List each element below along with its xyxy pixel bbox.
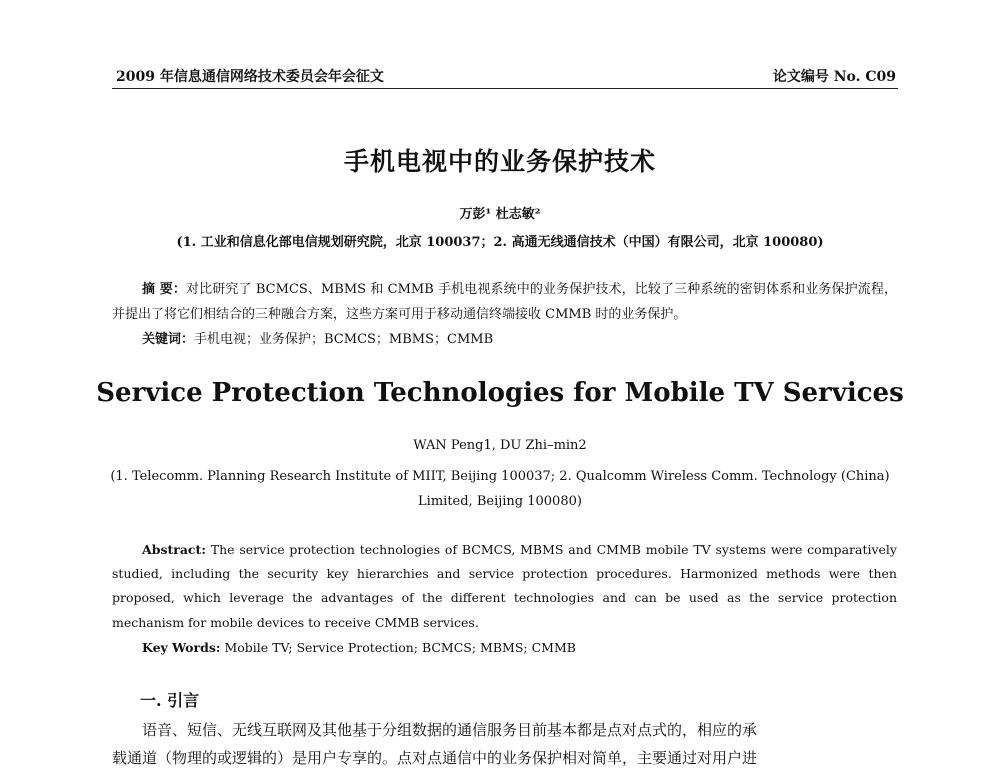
- authors-english: WAN Peng1, DU Zhi–min2: [413, 438, 587, 453]
- body-line: 语音、短信、无线互联网及其他基于分组数据的通信服务目前基本都是点对点式的，相应的承: [142, 721, 758, 739]
- keywords-chinese-label: 关键词：: [142, 332, 195, 347]
- affiliation-english: (1. Telecomm. Planning Research Institute of MIIT, Beijing 100037; 2. Qualcomm Wireless Comm. Technology (China) Limited, Beijing 100080): [110, 469, 890, 509]
- abstract-english-text: The service protection technologies of BCMCS, MBMS and CMMB mobile TV systems were comparatively studied, including the security key hierarchies and service protection procedures. Harmonized methods were then proposed, which leverage the advantages of the different technologies and can be used as the service protection mechanism for mobile devices to receive CMMB services.: [112, 542, 897, 630]
- abstract-english: [112, 538, 897, 635]
- abstract-chinese-label: 摘 要：: [142, 282, 186, 297]
- header-paper-number: 论文编号 No. C09: [772, 69, 896, 85]
- paper-title-english: Service Protection Technologies for Mobile TV Services: [96, 378, 904, 408]
- section-body-introduction: [112, 716, 897, 772]
- header-conference: 2009 年信息通信网络技术委员会年会征文: [116, 69, 384, 85]
- affiliation-chinese: (1. 工业和信息化部电信规划研究院，北京 100037；2. 高通无线通信技术（中国）有限公司，北京 100080): [176, 235, 824, 250]
- body-line: 载通道（物理的或逻辑的）是用户专享的。点对点通信中的业务保护相对简单，主要通过对用户进: [112, 749, 758, 767]
- authors-chinese: 万彭¹ 杜志敏²: [459, 207, 541, 222]
- keywords-chinese-text: 手机电视；业务保护；BCMCS；MBMS；CMMB: [194, 332, 494, 347]
- keywords-english-label: Key Words:: [142, 640, 221, 655]
- abstract-english-label: Abstract:: [142, 542, 206, 557]
- paper-title-chinese: 手机电视中的业务保护技术: [343, 147, 656, 176]
- section-heading-introduction: 一. 引言: [140, 691, 200, 710]
- keywords-chinese: [142, 330, 897, 350]
- abstract-chinese: [112, 277, 897, 327]
- keywords-english: [142, 638, 897, 658]
- abstract-chinese-text: 对比研究了 BCMCS、MBMS 和 CMMB 手机电视系统中的业务保护技术，比较了三种系统的密钥体系和业务保护流程，并提出了将它们相结合的三种融合方案，这些方案可用于移动通信终端接收 CMMB 时的业务保护。: [112, 282, 897, 322]
- keywords-english-text: Mobile TV; Service Protection; BCMCS; MBMS; CMMB: [224, 640, 576, 655]
- running-header: [112, 62, 898, 89]
